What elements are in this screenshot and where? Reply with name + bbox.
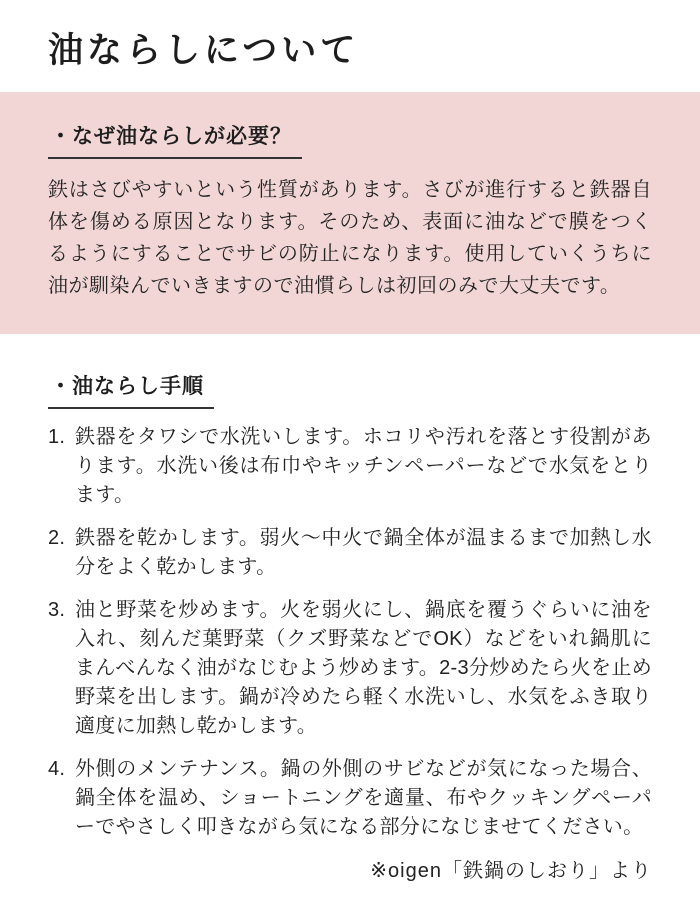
list-item (48, 596, 652, 741)
step-number: 2. (48, 527, 66, 549)
why-seasoning-heading: ・なぜ油ならしが必要？ (48, 120, 302, 159)
step-number: 4. (48, 758, 66, 780)
list-item (48, 423, 652, 510)
step-text: 鉄器をタワシで水洗いします。ホコリや汚れを落とす役割があります。水洗い後は布巾やキッチンペーパーなどで水気をとります。 (75, 426, 652, 506)
seasoning-steps-section (0, 334, 700, 842)
why-seasoning-body: 鉄はさびやすいという性質があります。さびが進行すると鉄器自体を傷める原因となります。そのため、表面に油などで膜をつくるようにすることでサビの防止になります。使用していくうちに油が馴染んでいきますので油慣らしは初回のみで大丈夫です。 (48, 179, 652, 297)
seasoning-steps-list (48, 423, 652, 842)
step-text: 外側のメンテナンス。鍋の外側のサビなどが気になった場合、鍋全体を温め、ショートニングを適量、布やクッキングペーパーでやさしく叩きながら気になる部分になじませてください。 (75, 758, 652, 838)
why-seasoning-section (0, 92, 700, 334)
source-citation: ※oigen「鉄鍋のしおり」より (370, 860, 652, 882)
list-item (48, 755, 652, 842)
step-number: 1. (48, 426, 66, 448)
list-item (48, 524, 652, 582)
seasoning-steps-heading: ・油ならし手順 (48, 370, 214, 409)
step-text: 鉄器を乾かします。弱火～中火で鍋全体が温まるまで加熱し水分をよく乾かします。 (75, 527, 652, 578)
step-text: 油と野菜を炒めます。火を弱火にし、鍋底を覆うぐらいに油を入れ、刻んだ葉野菜（クズ野菜などでOK）などをいれ鍋肌にまんべんなく油がなじむよう炒めます。2-3分炒めたら火を止め野菜を出します。鍋が冷めたら軽く水洗いし、水気をふき取り適度に加熱し乾かします。 (75, 599, 652, 737)
page-title: 油ならしについて (48, 31, 360, 70)
step-number: 3. (48, 599, 66, 621)
